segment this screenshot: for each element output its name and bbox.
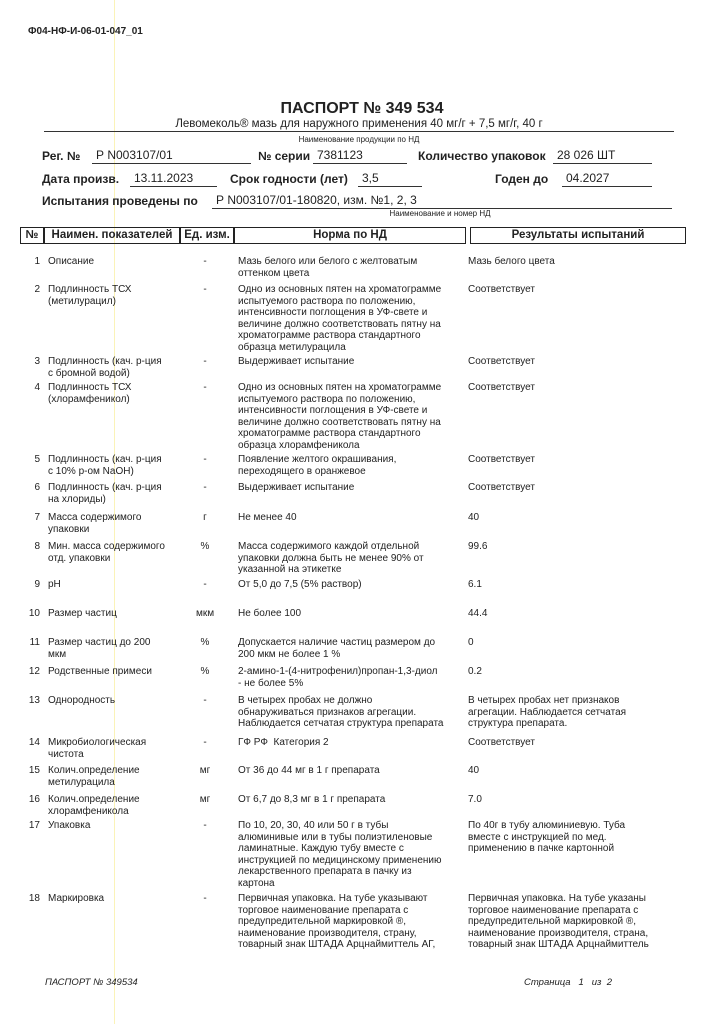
production-date-label: Дата произв. xyxy=(42,172,120,186)
norm: 2-амино-1-(4-нитрофенил)пропан-1,3-диол - не более 5% xyxy=(238,666,438,689)
unit: - xyxy=(203,579,207,590)
result: Соответствует xyxy=(468,482,535,493)
unit: - xyxy=(203,737,207,748)
result: 44.4 xyxy=(468,608,488,619)
quantity-value: 28 026 ШТ xyxy=(553,148,652,164)
expiry-label: Годен до xyxy=(495,172,549,186)
result: Соответствует xyxy=(468,737,535,748)
header-number: № xyxy=(20,227,44,244)
indicator-name: Подлинность (кач. р-ция с бромной водой) xyxy=(48,356,162,379)
product-name: Левомеколь® мазь для наружного применения 40 мг/г + 7,5 мг/г, 40 г xyxy=(44,118,674,132)
norm: Первичная упаковка. На тубе указывают торговое наименование препарата с предупредительной маркировкой ®, наименование производителя, страну, товарный знак ШТАДА Арцнаймиттель АГ, xyxy=(238,893,436,950)
footer-passport: ПАСПОРТ № 349534 xyxy=(45,977,138,988)
row-number: 12 xyxy=(28,666,40,677)
norm: От 5,0 до 7,5 (5% раствор) xyxy=(238,579,362,590)
reg-label: Рег. № xyxy=(42,149,81,163)
norm: По 10, 20, 30, 40 или 50 г в тубы алюминивые или в тубы полиэтиленовые ламинатные. Каждую тубу вместе с инструкцией по медицинскому применению лекарственного препарата в пачку из картона xyxy=(238,820,442,889)
row-number: 14 xyxy=(28,737,40,748)
row-number: 3 xyxy=(34,356,40,367)
indicator-name: Подлинность ТСХ (метилурацил) xyxy=(48,284,132,307)
indicator-name: Маркировка xyxy=(48,893,105,904)
row-number: 8 xyxy=(34,541,40,552)
page-total: 2 xyxy=(606,977,612,988)
expiry-value: 04.2027 xyxy=(562,171,652,187)
tests-caption: Наименование и номер НД xyxy=(389,209,491,218)
unit: г xyxy=(203,512,207,523)
header-name: Наимен. показателей xyxy=(44,227,180,244)
footer-page-info xyxy=(524,977,612,988)
of-label: из xyxy=(591,977,602,988)
row-number: 4 xyxy=(34,382,40,393)
result: 0.2 xyxy=(468,666,482,677)
indicator-name: Масса содержимого упаковки xyxy=(48,512,142,535)
form-code: Ф04-НФ-И-06-01-047_01 xyxy=(28,26,143,37)
norm: В четырех пробах не должно обнаруживаться признаков агрегации. Наблюдается сетчатая структура препарата xyxy=(238,695,444,729)
result: Соответствует xyxy=(468,356,535,367)
result: Соответствует xyxy=(468,382,535,393)
result: В четырех пробах нет признаков агрегации. Наблюдается сетчатая структура препарата. xyxy=(468,695,627,729)
page-number: 1 xyxy=(578,977,584,988)
result: 6.1 xyxy=(468,579,482,590)
indicator-name: Мин. масса содержимого отд. упаковки xyxy=(48,541,165,564)
result: Мазь белого цвета xyxy=(468,256,555,267)
result: Соответствует xyxy=(468,454,535,465)
norm: Одно из основных пятен на хроматограмме испытуемого раствора по положению, интенсивности поглощения в УФ-свете и величине должно соответствовать пятну на хроматограмме раствора стандартного образца хлорамфеникола xyxy=(238,382,442,451)
norm: От 36 до 44 мг в 1 г препарата xyxy=(238,765,380,776)
unit: - xyxy=(203,893,207,904)
page-label: Страница xyxy=(524,977,571,988)
unit: - xyxy=(203,454,207,465)
tests-value: Р N003107/01-180820, изм. №1, 2, 3 xyxy=(212,193,672,209)
header-unit: Ед. изм. xyxy=(180,227,234,244)
row-number: 6 xyxy=(34,482,40,493)
norm: Мазь белого или белого с желтоватым оттенком цвета xyxy=(238,256,418,279)
row-number: 1 xyxy=(34,256,40,267)
row-number: 9 xyxy=(34,579,40,590)
unit: % xyxy=(200,666,210,677)
row-number: 2 xyxy=(34,284,40,295)
indicator-name: Размер частиц xyxy=(48,608,117,619)
result: 0 xyxy=(468,637,474,648)
header-norm: Норма по НД xyxy=(234,227,466,244)
unit: - xyxy=(203,482,207,493)
row-number: 17 xyxy=(28,820,40,831)
reg-value: Р N003107/01 xyxy=(92,148,251,164)
indicator-name: Родственные примеси xyxy=(48,666,152,677)
norm: Одно из основных пятен на хроматограмме испытуемого раствора по положению, интенсивности поглощения в УФ-свете и величине должно соответствовать пятну на хроматограмме раствора стандартного образца метилурацила xyxy=(238,284,442,353)
result: 99.6 xyxy=(468,541,488,552)
unit: % xyxy=(200,637,210,648)
norm: ГФ РФ Категория 2 xyxy=(238,737,329,748)
row-number: 5 xyxy=(34,454,40,465)
unit: мг xyxy=(199,794,211,805)
result: Первичная упаковка. На тубе указаны торговое наименование препарата с предупредительной маркировкой ®, наименование производителя, страна, товарный знак ШТАДА Арцнаймиттель xyxy=(468,893,649,950)
production-date-value: 13.11.2023 xyxy=(130,171,217,187)
result: 40 xyxy=(468,765,480,776)
unit: - xyxy=(203,695,207,706)
indicator-name: pH xyxy=(48,579,61,590)
unit: % xyxy=(200,541,210,552)
series-value: 7381123 xyxy=(313,148,407,164)
product-caption: Наименование продукции по НД xyxy=(298,135,420,144)
norm: Появление желтого окрашивания, переходящего в оранжевое xyxy=(238,454,397,477)
norm: Не менее 40 xyxy=(238,512,297,523)
result: 40 xyxy=(468,512,480,523)
row-number: 15 xyxy=(28,765,40,776)
shelf-life-label: Срок годности (лет) xyxy=(230,172,348,186)
norm: Выдерживает испытание xyxy=(238,356,355,367)
series-label: № серии xyxy=(258,149,311,163)
norm: Не более 100 xyxy=(238,608,302,619)
indicator-name: Однородность xyxy=(48,695,116,706)
indicator-name: Упаковка xyxy=(48,820,91,831)
unit: - xyxy=(203,256,207,267)
norm: От 6,7 до 8,3 мг в 1 г препарата xyxy=(238,794,386,805)
tests-label: Испытания проведены по xyxy=(42,194,198,208)
indicator-name: Подлинность (кач. р-ция на хлориды) xyxy=(48,482,162,505)
row-number: 16 xyxy=(28,794,40,805)
quantity-label: Количество упаковок xyxy=(418,149,546,163)
unit: мкм xyxy=(195,608,215,619)
result: По 40г в тубу алюминиевую. Туба вместе с инструкцией по мед. применению в пачке картонной xyxy=(468,820,626,854)
row-number: 18 xyxy=(28,893,40,904)
norm: Выдерживает испытание xyxy=(238,482,355,493)
indicator-name: Микробиологическая чистота xyxy=(48,737,147,760)
unit: - xyxy=(203,356,207,367)
row-number: 13 xyxy=(28,695,40,706)
unit: - xyxy=(203,382,207,393)
norm: Допускается наличие частиц размером до 200 мкм не более 1 % xyxy=(238,637,436,660)
header-results: Результаты испытаний xyxy=(470,227,686,244)
unit: - xyxy=(203,284,207,295)
indicator-name: Подлинность (кач. р-ция с 10% р-ом NaOH) xyxy=(48,454,162,477)
result: 7.0 xyxy=(468,794,482,805)
indicator-name: Колич.определение хлорамфеникола xyxy=(48,794,140,817)
indicator-name: Колич.определение метилурацила xyxy=(48,765,140,788)
row-number: 10 xyxy=(28,608,40,619)
row-number: 7 xyxy=(34,512,40,523)
indicator-name: Размер частиц до 200 мкм xyxy=(48,637,151,660)
row-number: 11 xyxy=(29,637,40,648)
indicator-name: Описание xyxy=(48,256,95,267)
unit: мг xyxy=(199,765,211,776)
unit: - xyxy=(203,820,207,831)
page-title: ПАСПОРТ № 349 534 xyxy=(280,100,444,117)
norm: Масса содержимого каждой отдельной упаковки должна быть не менее 90% от указанной на этикетке xyxy=(238,541,424,575)
indicator-name: Подлинность ТСХ (хлорамфеникол) xyxy=(48,382,132,405)
result: Соответствует xyxy=(468,284,535,295)
shelf-life-value: 3,5 xyxy=(358,171,422,187)
